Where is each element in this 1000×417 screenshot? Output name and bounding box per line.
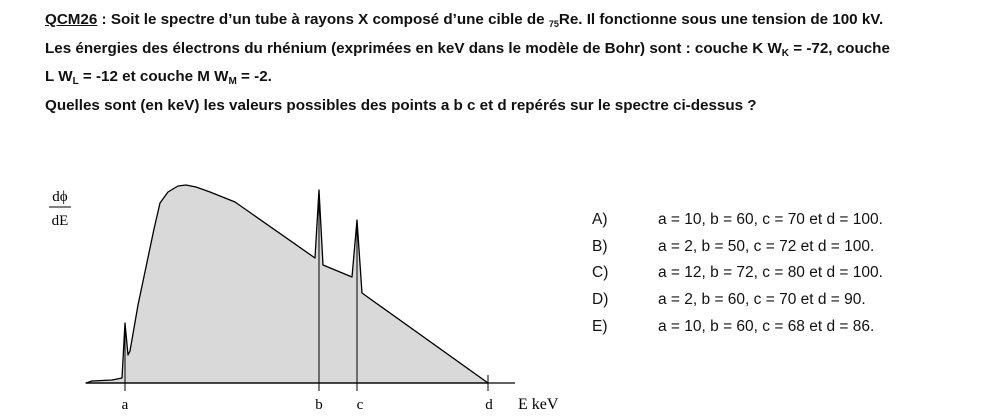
answer-letter: E) — [592, 317, 608, 335]
answer-option-c[interactable] — [592, 260, 883, 287]
point-label-a: a — [121, 397, 129, 413]
question-line-3b: = -12 et couche M W — [78, 68, 229, 85]
answer-text: a = 2, b = 60, c = 70 et d = 90. — [658, 291, 866, 309]
answer-list — [592, 207, 883, 340]
answer-text: a = 12, b = 72, c = 80 et d = 100. — [658, 264, 883, 282]
point-label-b: b — [315, 397, 323, 413]
x-axis-label: E keV — [518, 396, 559, 413]
question-line-3c: = -2. — [236, 68, 272, 85]
answer-text: a = 10, b = 60, c = 68 et d = 86. — [658, 317, 875, 335]
answer-text: a = 10, b = 60, c = 70 et d = 100. — [658, 211, 883, 229]
y-label-numerator: dϕ — [52, 189, 68, 205]
question-id: QCM26 — [45, 11, 98, 28]
answer-option-a[interactable] — [592, 207, 883, 234]
subscript-l: L — [72, 76, 79, 87]
subscript-k: K — [781, 47, 790, 59]
answer-letter: D) — [592, 291, 609, 309]
answer-option-d[interactable] — [592, 287, 883, 314]
subscript-m: M — [228, 76, 237, 87]
y-label-denominator: dE — [51, 213, 69, 229]
point-label-d: d — [485, 397, 493, 413]
question-line-2 — [45, 37, 985, 66]
question-line-3a: L W — [45, 68, 73, 85]
question-line-2a: Les énergies des électrons du rhénium (exprimées en keV dans le modèle de Bohr) sont : couche K W — [45, 39, 782, 57]
point-label-c: c — [356, 397, 364, 413]
question-line-3 — [45, 65, 985, 94]
answer-letter: B) — [592, 237, 608, 255]
point-d — [485, 375, 493, 413]
spectrum-figure — [40, 165, 600, 417]
question-text — [45, 8, 985, 117]
answer-letter: A) — [592, 211, 608, 229]
answer-letter: C) — [592, 264, 609, 282]
question-line-1b: Re. Il fonctionne sous une tension de 100 kV. — [558, 11, 884, 28]
answer-option-e[interactable] — [592, 313, 883, 340]
spectrum-curve — [86, 185, 488, 383]
answer-option-b[interactable] — [592, 234, 883, 261]
question-line-1 — [45, 8, 985, 37]
question-line-4: Quelles sont (en keV) les valeurs possibles des points a b c et d repérés sur le spectre ci-dessus ? — [45, 96, 757, 114]
atomic-number: 75 — [548, 19, 559, 29]
question-line-2b: = -72, couche — [789, 39, 890, 57]
question-line-1a: : Soit le spectre d’un tube à rayons X composé d’une cible de — [97, 11, 549, 28]
answer-text: a = 2, b = 50, c = 72 et d = 100. — [658, 237, 875, 255]
